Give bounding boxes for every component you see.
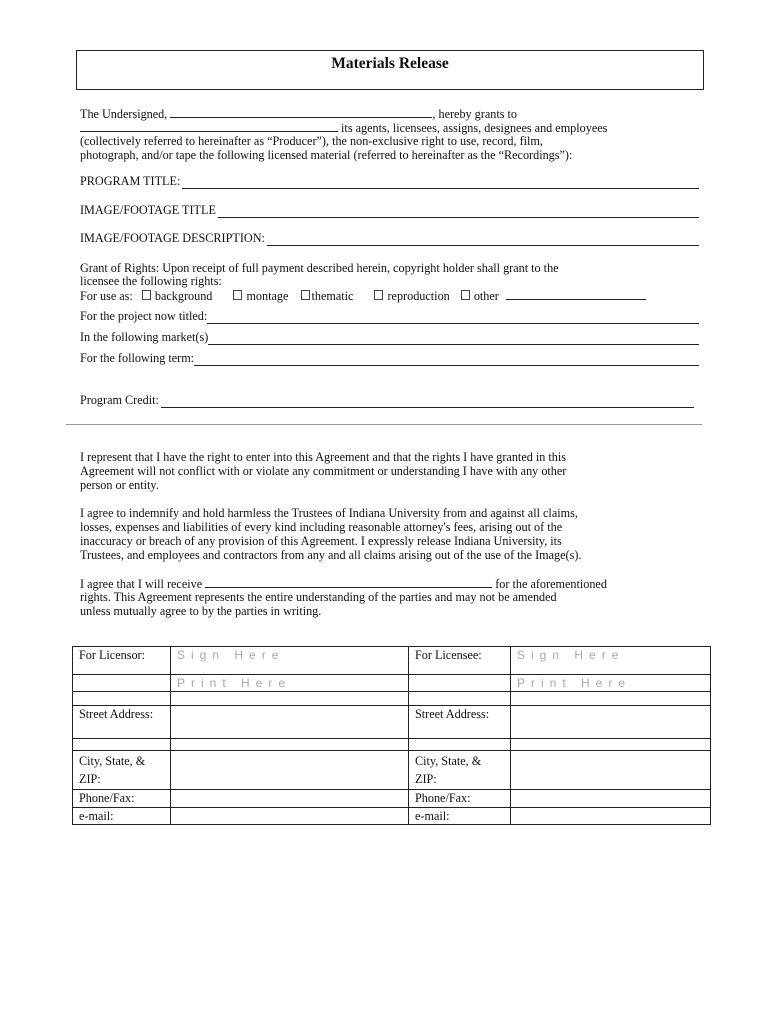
program-credit-row [80,393,694,408]
markets-row [80,330,699,345]
para1-line-3: person or entity. [80,478,159,492]
term-row [80,351,699,366]
program-credit-field[interactable] [161,396,694,408]
licensor-street-field[interactable] [171,706,409,739]
intro-line-4: photograph, and/or tape the following licensed material (referred to hereinafter as the “Recordings”): [80,148,573,162]
empty-cell [409,692,511,706]
checkbox-montage[interactable] [233,290,242,300]
para3-line-2: rights. This Agreement represents the entire understanding of the parties and may not be amended [80,590,557,604]
empty-cell [73,739,171,751]
para2-line-1: I agree to indemnify and hold harmless the Trustees of Indiana University from and against all claims, [80,506,578,520]
para1-line-1: I represent that I have the right to enter into this Agreement and that the rights I have granted in this [80,450,566,464]
image-description-field[interactable] [267,234,699,246]
producer-name-field[interactable] [80,120,338,132]
term-label: For the following term: [80,351,195,365]
term-field[interactable] [194,354,699,366]
licensor-city-label: City, State, & ZIP: [73,751,171,790]
table-row [73,790,711,808]
checkbox-reproduction[interactable] [374,290,383,300]
licensor-email-label: e-mail: [73,808,171,825]
empty-cell [409,739,511,751]
table-row [73,751,711,790]
image-title-row [80,203,699,218]
licensee-print-field[interactable]: Print Here [511,675,711,692]
undersigned-name-field[interactable] [170,106,432,118]
program-credit-label: Program Credit: [80,393,159,407]
empty-cell [171,739,409,751]
para3-line-3: unless mutually agree to by the parties in writing. [80,604,322,618]
licensor-email-field[interactable] [171,808,409,825]
program-title-field[interactable] [182,177,699,189]
para2-line-2: losses, expenses and liabilities of every kind including reasonable attorney's fees, arising out of the [80,520,563,534]
checkbox-other[interactable] [461,290,470,300]
intro-undersigned-label: The Undersigned, [80,107,168,121]
payment-field[interactable] [205,576,492,588]
use-options-row [80,288,646,303]
intro-line-1 [80,106,517,121]
option-background[interactable]: background [136,289,213,303]
licensor-street-label: Street Address: [73,706,171,739]
intro-line-3: (collectively referred to hereinafter as “Producer”), the non-exclusive right to use, record, film, [80,134,543,148]
licensor-phone-label: Phone/Fax: [73,790,171,808]
for-licensee-label: For Licensee: [409,647,511,675]
licensee-sign-field[interactable]: Sign Here [511,647,711,675]
markets-field[interactable] [208,333,699,345]
table-row [73,739,711,751]
empty-cell [511,739,711,751]
table-row [73,706,711,739]
receive-label: I agree that I will receive [80,577,203,591]
project-field[interactable] [207,312,699,324]
intro-line-2 [80,120,607,135]
grant-line-1: Grant of Rights: Upon receipt of full payment described herein, copyright holder shall grant to the [80,261,559,275]
empty-cell [73,692,171,706]
empty-cell [171,692,409,706]
page-title: Materials Release [331,55,449,72]
program-title-label: PROGRAM TITLE: [80,174,181,188]
intro-agents-text: its agents, licensees, assigns, designees and employees [341,121,608,135]
licensee-city-field[interactable] [511,751,711,790]
table-row [73,675,711,692]
licensee-street-field[interactable] [511,706,711,739]
project-label: For the project now titled: [80,309,208,323]
para2-line-3: inaccuracy or breach of any provision of this Agreement. I expressly release Indiana University, its [80,534,562,548]
section-divider [66,424,702,425]
licensor-phone-field[interactable] [171,790,409,808]
signature-table [72,646,711,825]
para1-line-2: Agreement will not conflict with or violate any commitment or understanding I have with any other [80,464,567,478]
markets-label: In the following market(s) [80,330,209,344]
other-use-field[interactable] [506,288,646,300]
licensee-phone-label: Phone/Fax: [409,790,511,808]
licensee-email-label: e-mail: [409,808,511,825]
option-reproduction[interactable]: reproduction [368,289,449,303]
empty-cell [73,675,171,692]
checkbox-thematic[interactable] [301,290,310,300]
intro-grants-to-label: , hereby grants to [432,107,517,121]
image-title-label: IMAGE/FOOTAGE TITLE [80,203,216,217]
licensee-city-label: City, State, & ZIP: [409,751,511,790]
use-as-label: For use as: [80,289,133,303]
image-title-field[interactable] [218,206,699,218]
option-montage[interactable]: montage [227,289,288,303]
option-thematic[interactable]: thematic [299,289,353,303]
table-row [73,692,711,706]
empty-cell [511,692,711,706]
table-row [73,808,711,825]
program-title-row [80,174,699,189]
table-row [73,647,711,675]
title-box [76,50,704,90]
licensee-street-label: Street Address: [409,706,511,739]
checkbox-background[interactable] [142,290,151,300]
for-licensor-label: For Licensor: [73,647,171,675]
licensor-sign-field[interactable]: Sign Here [171,647,409,675]
para2-line-4: Trustees, and employees and contractors from any and all claims arising out of the use of the Image(s). [80,548,582,562]
para3-line-1 [80,576,607,591]
licensor-city-field[interactable] [171,751,409,790]
licensee-phone-field[interactable] [511,790,711,808]
licensee-email-field[interactable] [511,808,711,825]
image-description-label: IMAGE/FOOTAGE DESCRIPTION: [80,231,265,245]
aforementioned-label: for the aforementioned [495,577,607,591]
image-description-row [80,231,699,246]
option-other[interactable]: other [455,289,499,303]
empty-cell [409,675,511,692]
project-row [80,309,699,324]
grant-line-2: licensee the following rights: [80,274,222,288]
licensor-print-field[interactable]: Print Here [171,675,409,692]
